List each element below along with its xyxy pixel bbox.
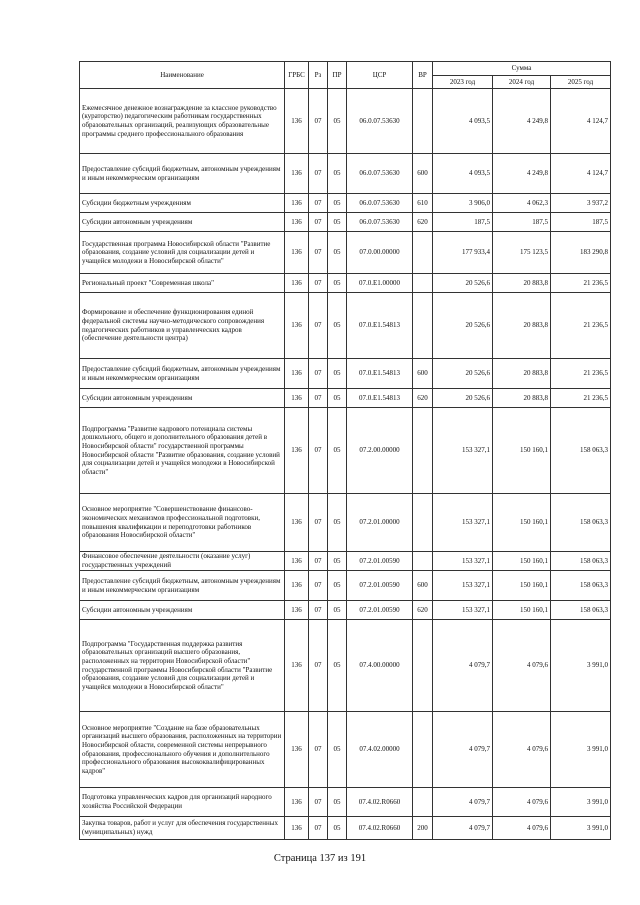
row-rz: 07 [309,620,328,712]
header-year-2024: 2024 год [493,76,551,89]
table-row [80,817,611,840]
row-sum-2025: 158 063,3 [551,552,611,571]
table-row [80,788,611,817]
row-name: Финансовое обеспечение деятельности (оказание услуг) государственных учреждений [80,552,285,571]
row-csr: 07.0.00.00000 [347,232,413,274]
row-sum-2025: 3 991,0 [551,788,611,817]
table-row [80,194,611,213]
row-pr: 05 [328,232,347,274]
row-sum-2025: 21 236,5 [551,389,611,408]
row-sum-2024: 20 883,8 [493,274,551,293]
row-name: Региональный проект "Современная школа" [80,274,285,293]
row-sum-2024: 175 123,5 [493,232,551,274]
table-row [80,232,611,274]
row-vr: 610 [413,194,433,213]
table-row [80,601,611,620]
row-name: Формирование и обеспечение функционирования единой федеральной системы научно-методического сопровождения педагогических работников и управленческих кадров (обеспечение деятельности центра) [80,293,285,359]
row-name: Субсидии автономным учреждениям [80,389,285,408]
row-rz: 07 [309,89,328,154]
table-row [80,389,611,408]
row-grbs: 136 [285,89,309,154]
row-sum-2023: 20 526,6 [433,359,493,389]
row-csr: 07.2.01.00000 [347,494,413,552]
header-name: Наименование [80,62,285,89]
row-grbs: 136 [285,293,309,359]
row-name: Предоставление субсидий бюджетным, автономным учреждениям и иным некоммерческим организациям [80,154,285,194]
row-sum-2025: 3 991,0 [551,712,611,788]
header-year-2025: 2025 год [551,76,611,89]
row-grbs: 136 [285,571,309,601]
row-name: Субсидии автономным учреждениям [80,213,285,232]
row-sum-2024: 4 079,6 [493,788,551,817]
table-row [80,408,611,494]
row-name: Основное мероприятие "Совершенствование финансово-экономических механизмов профессиональной подготовки, повышения квалификации и переподготовки работников образования Новосибирской области" [80,494,285,552]
row-grbs: 136 [285,494,309,552]
row-sum-2023: 177 933,4 [433,232,493,274]
table-row [80,154,611,194]
row-vr: 620 [413,389,433,408]
row-vr: 200 [413,817,433,840]
row-sum-2023: 4 093,5 [433,89,493,154]
row-vr: 600 [413,571,433,601]
row-sum-2024: 20 883,8 [493,293,551,359]
row-vr: 600 [413,154,433,194]
row-name: Ежемесячное денежное вознаграждение за классное руководство (кураторство) педагогическим работникам государственных образовательных организаций, реализующих образовательные программы среднего профессионального образования [80,89,285,154]
row-sum-2023: 153 327,1 [433,601,493,620]
header-grbs: ГРБС [285,62,309,89]
header-rz: Рз [309,62,328,89]
table-row [80,359,611,389]
table-row [80,712,611,788]
row-pr: 05 [328,788,347,817]
row-grbs: 136 [285,359,309,389]
row-rz: 07 [309,154,328,194]
table-row [80,213,611,232]
row-pr: 05 [328,359,347,389]
row-csr: 07.4.00.00000 [347,620,413,712]
row-csr: 07.0.E1.54813 [347,359,413,389]
row-csr: 06.0.07.53630 [347,154,413,194]
row-pr: 05 [328,194,347,213]
row-sum-2023: 153 327,1 [433,571,493,601]
row-grbs: 136 [285,232,309,274]
row-sum-2023: 4 079,7 [433,712,493,788]
row-sum-2024: 4 079,6 [493,620,551,712]
row-sum-2025: 4 124,7 [551,154,611,194]
row-sum-2024: 20 883,8 [493,359,551,389]
row-sum-2025: 3 991,0 [551,817,611,840]
row-pr: 05 [328,712,347,788]
row-rz: 07 [309,389,328,408]
row-sum-2024: 4 079,6 [493,817,551,840]
row-sum-2025: 21 236,5 [551,274,611,293]
row-name: Подпрограмма "Государственная поддержка развития образовательных организаций высшего образования, расположенных на территории Новосибирской области" государственной программы Новосибирской области "Развитие образования, создание условий для социализации детей и учащейся молодежи в Новосибирской области" [80,620,285,712]
row-sum-2023: 3 906,0 [433,194,493,213]
row-grbs: 136 [285,154,309,194]
row-sum-2023: 4 093,5 [433,154,493,194]
header-year-2023: 2023 год [433,76,493,89]
row-name: Субсидии автономным учреждениям [80,601,285,620]
row-sum-2025: 187,5 [551,213,611,232]
row-sum-2023: 4 079,7 [433,817,493,840]
row-grbs: 136 [285,408,309,494]
row-rz: 07 [309,274,328,293]
row-vr: 620 [413,601,433,620]
row-name: Подпрограмма "Развитие кадрового потенциала системы дошкольного, общего и дополнительного образования детей в Новосибирской области" государственной программы Новосибирской области "Развитие образования, создание условий для социализации детей и учащейся молодежи в Новосибирской области" [80,408,285,494]
table-row [80,552,611,571]
table-row [80,89,611,154]
row-sum-2025: 158 063,3 [551,408,611,494]
row-sum-2023: 187,5 [433,213,493,232]
table-row [80,620,611,712]
header-pr: ПР [328,62,347,89]
row-vr [413,89,433,154]
row-pr: 05 [328,89,347,154]
row-sum-2023: 20 526,6 [433,389,493,408]
row-grbs: 136 [285,274,309,293]
row-sum-2024: 4 062,3 [493,194,551,213]
row-vr: 620 [413,213,433,232]
row-rz: 07 [309,232,328,274]
row-sum-2023: 4 079,7 [433,788,493,817]
row-vr [413,232,433,274]
row-csr: 07.2.01.00590 [347,601,413,620]
row-grbs: 136 [285,194,309,213]
row-sum-2023: 20 526,6 [433,274,493,293]
row-grbs: 136 [285,213,309,232]
row-pr: 05 [328,817,347,840]
header-vr: ВР [413,62,433,89]
row-pr: 05 [328,389,347,408]
row-csr: 07.0.E1.00000 [347,274,413,293]
row-csr: 07.2.01.00590 [347,552,413,571]
row-rz: 07 [309,194,328,213]
row-csr: 07.2.00.00000 [347,408,413,494]
row-name: Субсидии бюджетным учреждениям [80,194,285,213]
row-sum-2025: 3 937,2 [551,194,611,213]
row-sum-2025: 158 063,3 [551,571,611,601]
row-sum-2023: 4 079,7 [433,620,493,712]
row-pr: 05 [328,601,347,620]
row-rz: 07 [309,408,328,494]
row-rz: 07 [309,817,328,840]
row-rz: 07 [309,601,328,620]
row-name: Закупка товаров, работ и услуг для обеспечения государственных (муниципальных) нужд [80,817,285,840]
row-grbs: 136 [285,389,309,408]
row-pr: 05 [328,494,347,552]
row-pr: 05 [328,293,347,359]
row-rz: 07 [309,552,328,571]
row-name: Подготовка управленческих кадров для организаций народного хозяйства Российской Федерации [80,788,285,817]
row-csr: 07.4.02.R0660 [347,817,413,840]
row-name: Предоставление субсидий бюджетным, автономным учреждениям и иным некоммерческим организациям [80,571,285,601]
row-sum-2024: 150 160,1 [493,408,551,494]
row-rz: 07 [309,571,328,601]
row-pr: 05 [328,213,347,232]
row-sum-2023: 153 327,1 [433,552,493,571]
row-sum-2025: 21 236,5 [551,293,611,359]
row-rz: 07 [309,494,328,552]
row-sum-2024: 4 079,6 [493,712,551,788]
row-sum-2025: 158 063,3 [551,601,611,620]
row-csr: 06.0.07.53630 [347,194,413,213]
row-rz: 07 [309,293,328,359]
row-sum-2025: 183 290,8 [551,232,611,274]
row-grbs: 136 [285,601,309,620]
table-row [80,293,611,359]
row-rz: 07 [309,712,328,788]
row-rz: 07 [309,213,328,232]
row-csr: 06.0.07.53630 [347,89,413,154]
row-sum-2024: 20 883,8 [493,389,551,408]
page-number: Страница 137 из 191 [273,853,367,864]
row-grbs: 136 [285,788,309,817]
row-sum-2024: 4 249,8 [493,89,551,154]
row-vr [413,788,433,817]
row-pr: 05 [328,408,347,494]
row-csr: 07.0.E1.54813 [347,293,413,359]
row-csr: 07.4.02.00000 [347,712,413,788]
row-vr [413,620,433,712]
row-sum-2025: 158 063,3 [551,494,611,552]
row-pr: 05 [328,154,347,194]
row-sum-2025: 3 991,0 [551,620,611,712]
row-grbs: 136 [285,552,309,571]
row-pr: 05 [328,571,347,601]
row-vr [413,293,433,359]
row-sum-2024: 4 249,8 [493,154,551,194]
row-vr [413,552,433,571]
row-csr: 07.2.01.00590 [347,571,413,601]
row-name: Основное мероприятие "Создание на базе образовательных организаций высшего образования, расположенных на территории Новосибирской области, современной системы непрерывного образования, профессионального обучения и дополнительного профессионального образования высококвалифицированных кадров" [80,712,285,788]
row-sum-2025: 4 124,7 [551,89,611,154]
row-vr [413,712,433,788]
row-sum-2024: 150 160,1 [493,494,551,552]
table-row [80,274,611,293]
row-vr: 600 [413,359,433,389]
row-sum-2023: 153 327,1 [433,408,493,494]
row-sum-2024: 187,5 [493,213,551,232]
table-row [80,571,611,601]
table-body [80,89,611,840]
row-csr: 06.0.07.53630 [347,213,413,232]
row-vr [413,494,433,552]
row-sum-2024: 150 160,1 [493,571,551,601]
row-rz: 07 [309,359,328,389]
row-grbs: 136 [285,620,309,712]
row-csr: 07.4.02.R0660 [347,788,413,817]
row-sum-2025: 21 236,5 [551,359,611,389]
row-grbs: 136 [285,712,309,788]
row-name: Предоставление субсидий бюджетным, автономным учреждениям и иным некоммерческим организациям [80,359,285,389]
row-rz: 07 [309,788,328,817]
row-sum-2024: 150 160,1 [493,601,551,620]
row-sum-2023: 20 526,6 [433,293,493,359]
row-vr [413,408,433,494]
row-sum-2023: 153 327,1 [433,494,493,552]
row-grbs: 136 [285,817,309,840]
row-pr: 05 [328,274,347,293]
header-sum: Сумма [433,62,611,76]
row-vr [413,274,433,293]
row-name: Государственная программа Новосибирской области "Развитие образования, создание условий для социализации детей и учащейся молодежи в Новосибирской области" [80,232,285,274]
row-csr: 07.0.E1.54813 [347,389,413,408]
table-header [80,62,611,89]
row-sum-2024: 150 160,1 [493,552,551,571]
row-pr: 05 [328,620,347,712]
table-row [80,494,611,552]
budget-table [79,61,611,840]
row-pr: 05 [328,552,347,571]
header-csr: ЦСР [347,62,413,89]
